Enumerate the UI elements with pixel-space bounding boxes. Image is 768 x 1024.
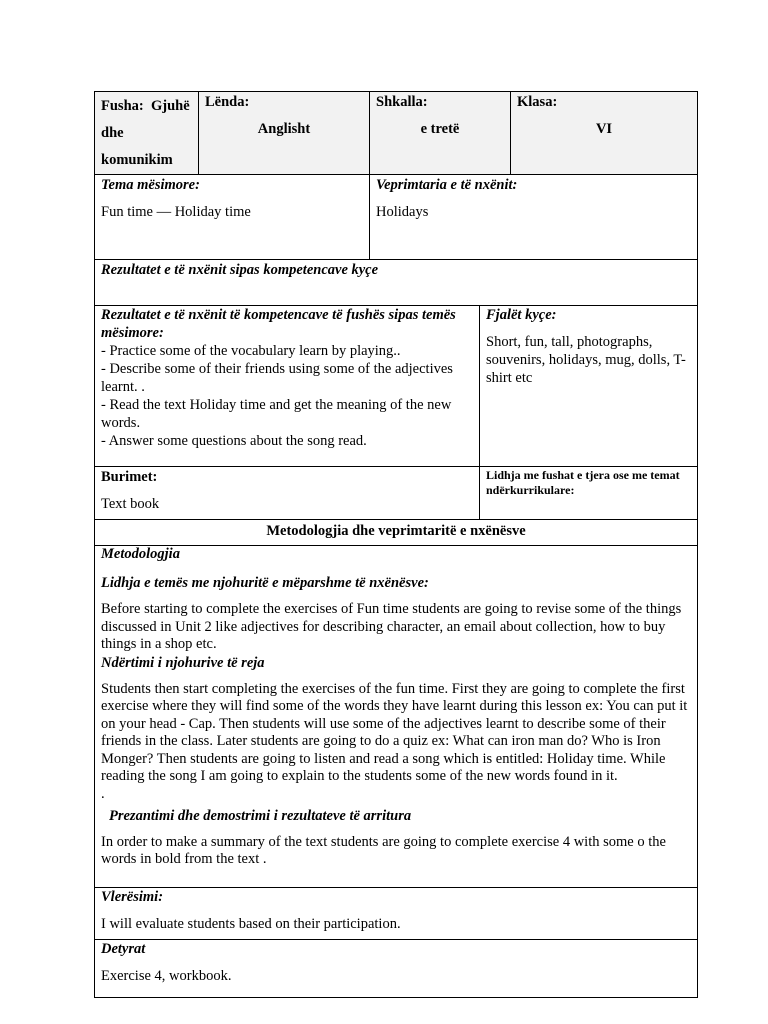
tema-cell: [95, 175, 370, 260]
methodology-title: Metodologjia dhe veprimtaritë e nxënësve: [95, 520, 698, 546]
evaluation-cell: [95, 888, 698, 940]
outcome-item: - Read the text Holiday time and get the meaning of the new words.: [101, 397, 452, 431]
key-competences-label: Rezultatet e të nxënit sipas kompetencave kyçe: [101, 262, 379, 278]
fusha-value-2: dhe: [101, 125, 124, 141]
outcome-item: - Practice some of the vocabulary learn by playing..: [101, 343, 401, 359]
veprimtaria-value: Holidays: [376, 204, 429, 220]
lenda-value: Anglisht: [257, 121, 311, 137]
resources-cell: [95, 467, 480, 520]
klasa-label: Klasa:: [517, 94, 558, 110]
resources-value: Text book: [101, 496, 160, 512]
shkalla-value: e tretë: [420, 121, 460, 137]
klasa-value: VI: [595, 121, 613, 137]
links-cell: [480, 467, 698, 520]
topic-row: [95, 175, 698, 260]
shkalla-cell: [370, 92, 511, 175]
outcomes-cell: [95, 306, 480, 467]
tema-label: Tema mësimore:: [101, 177, 200, 193]
evaluation-label: Vlerësimi:: [101, 889, 164, 905]
veprimtaria-cell: [370, 175, 698, 260]
homework-value: Exercise 4, workbook.: [101, 968, 232, 984]
key-competences-row: [95, 260, 698, 306]
presentation-label: Prezantimi dhe demostrimi i rezultateve të arritura: [109, 807, 412, 824]
keywords-label: Fjalët kyçe:: [486, 307, 557, 323]
methodology-title-row: [95, 520, 698, 546]
homework-row: [95, 940, 698, 998]
methodology-label: Metodologjia: [101, 546, 180, 562]
outcomes-row: [95, 306, 698, 467]
resources-label: Burimet:: [101, 469, 158, 485]
fusha-label: Fusha:: [101, 98, 144, 114]
presentation-text: In order to make a summary of the text students are going to complete exercise 4 with some o the words in bold from the text .: [101, 833, 666, 867]
lesson-plan-table: [94, 91, 698, 998]
shkalla-label: Shkalla:: [376, 94, 428, 110]
outcome-item: - Answer some questions about the song read.: [101, 433, 367, 449]
methodology-cell: [95, 546, 698, 888]
key-competences-cell: [95, 260, 698, 306]
outcome-item: - Describe some of their friends using some of the adjectives learnt. .: [101, 361, 453, 395]
header-row: [95, 92, 698, 175]
fusha-cell: [95, 92, 199, 175]
lenda-cell: [199, 92, 370, 175]
building-label: Ndërtimi i njohurive të reja: [101, 654, 265, 671]
keywords-cell: [480, 306, 698, 467]
prior-knowledge-label: Lidhja e temës me njohuritë e mëparshme të nxënësve:: [101, 575, 429, 591]
homework-label: Detyrat: [101, 941, 146, 957]
fusha-value-1: Gjuhë: [150, 98, 190, 114]
outcomes-label: Rezultatet e të nxënit të kompetencave të fushës sipas temës mësimore:: [101, 307, 456, 341]
klasa-cell: [511, 92, 698, 175]
fusha-value-3: komunikim: [101, 152, 173, 168]
lenda-label: Lënda:: [205, 94, 250, 110]
resources-row: [95, 467, 698, 520]
lesson-plan-page: [94, 91, 697, 998]
links-label: Lidhja me fushat e tjera ose me temat ndërkurrikulare:: [486, 468, 680, 497]
fusha-text: [101, 93, 192, 174]
tema-value: Fun time — Holiday time: [101, 204, 251, 220]
veprimtaria-label: Veprimtaria e të nxënit:: [376, 177, 518, 193]
evaluation-row: [95, 888, 698, 940]
separator-dot: .: [101, 785, 105, 802]
evaluation-value: I will evaluate students based on their participation.: [101, 916, 401, 932]
building-text: Students then start completing the exercises of the fun time. First they are going to complete the first exercise where they will find some of the words they have learnt during this lesson ex: You can put it on your head - Cap. Then students will use some of the adjectives learnt to describe some of their friends in the class. Later students are going to do a quiz ex: What can iron man do? Who is Iron Monger? Then students are going to listen and read a song which is entitled: Holiday time. While reading the song I am going to explain to the students some of the new words found in it.: [101, 680, 688, 784]
keywords-value: Short, fun, tall, photographs, souvenirs, holidays, mug, dolls, T-shirt etc: [486, 334, 686, 386]
prior-knowledge-text: Before starting to complete the exercises of Fun time students are going to revise some of the things discussed in Unit 2 like adjectives for describing character, an email about collection, how to buy things in a shop etc.: [101, 601, 682, 652]
homework-cell: [95, 940, 698, 998]
methodology-row: [95, 546, 698, 888]
